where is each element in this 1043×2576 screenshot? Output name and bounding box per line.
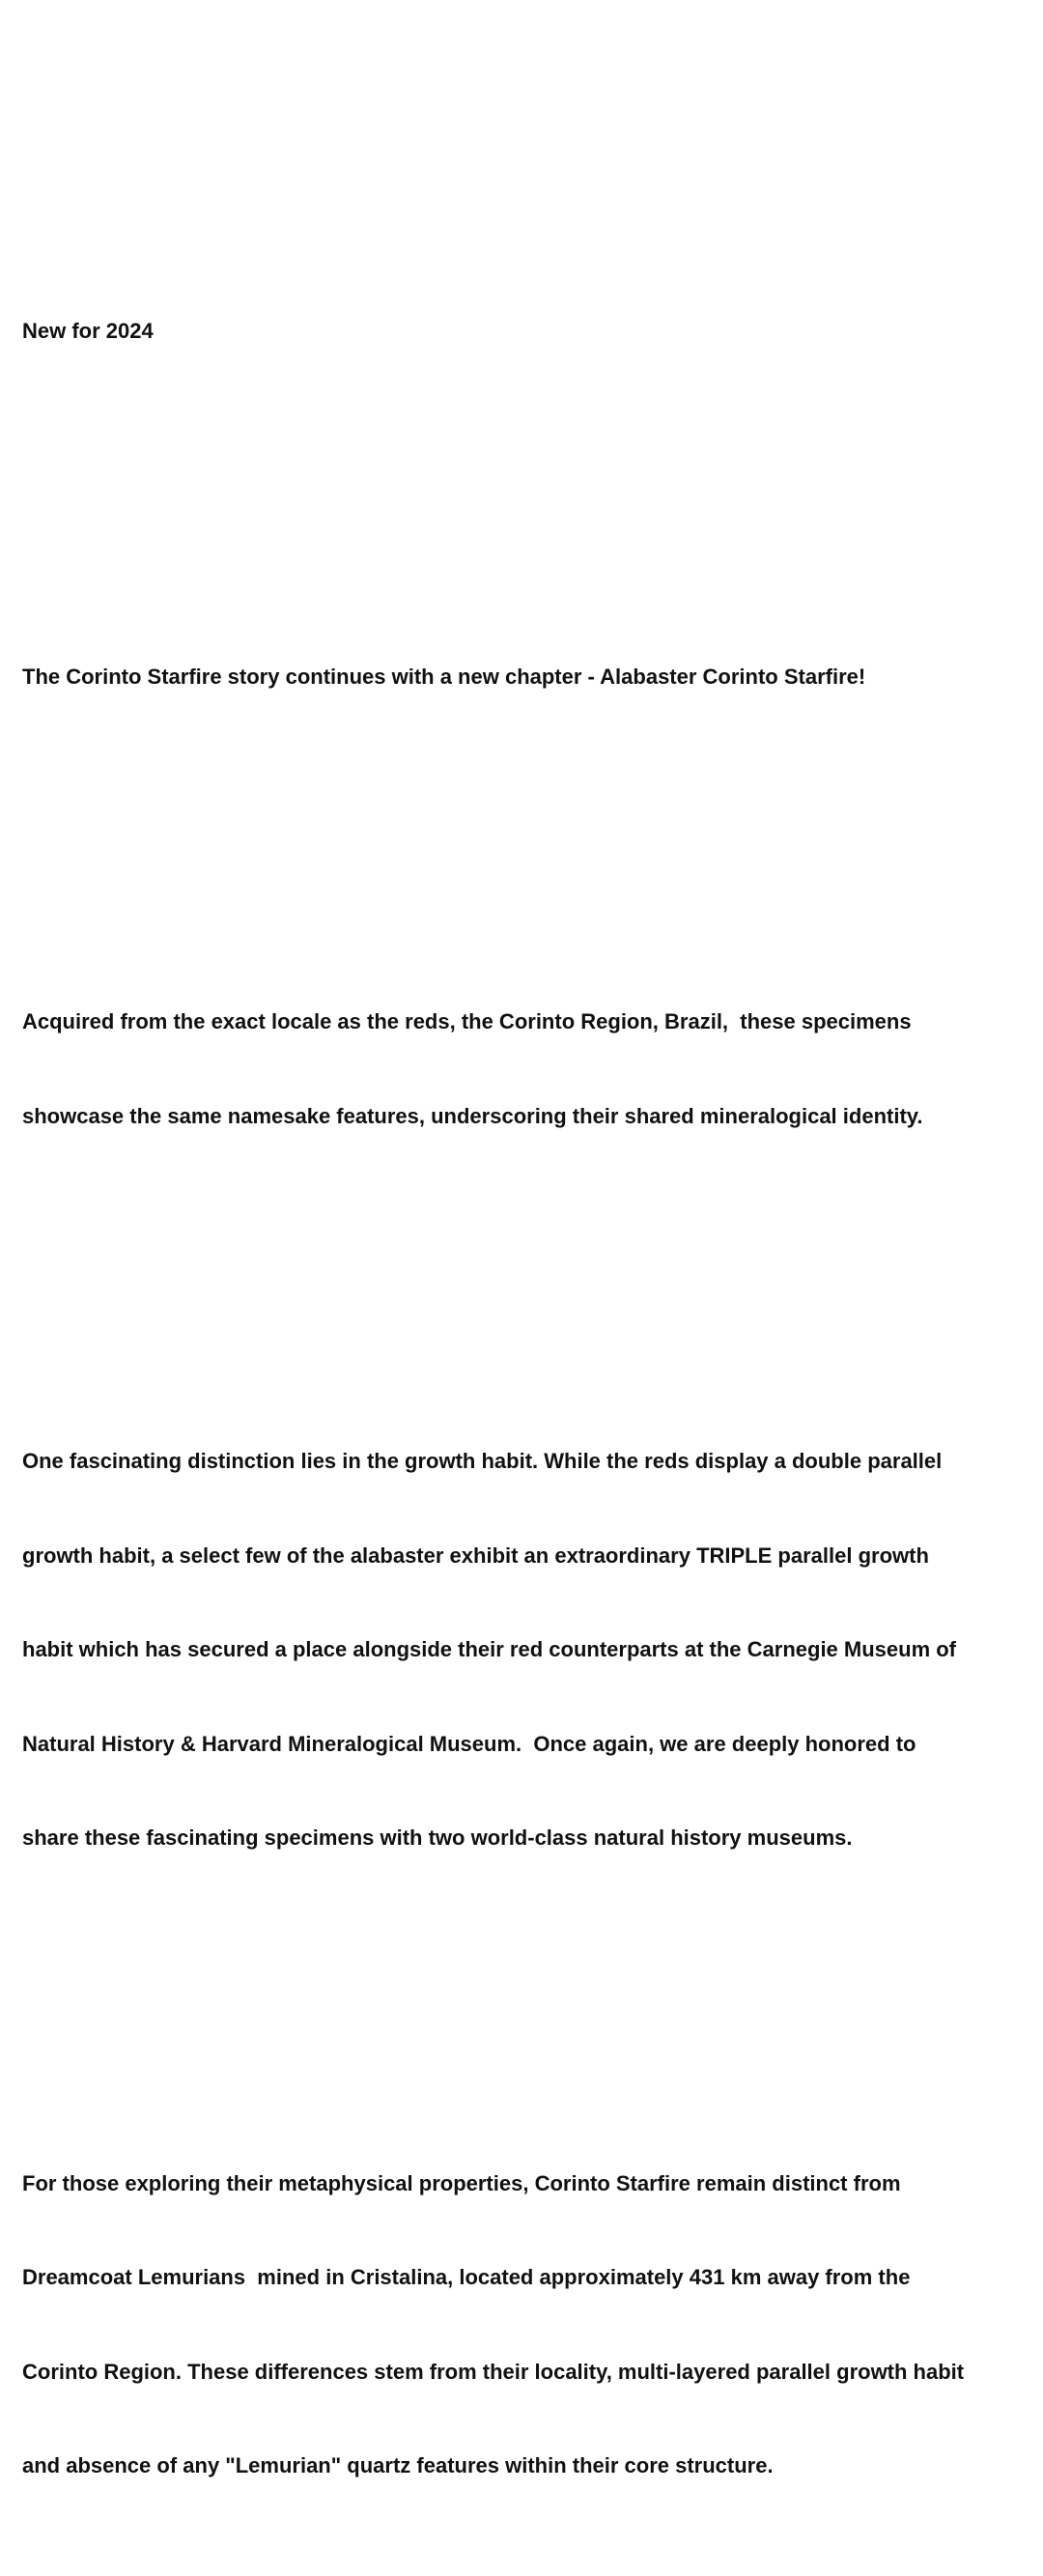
origin-paragraph [22,944,1043,1195]
intro-text: The Corinto Starfire story continues with a new chapter - Alabaster Corinto Starfire! [22,664,866,689]
heading-text: New for 2024 [22,319,154,343]
heading-new-for-2024 [22,253,1043,410]
metaphysical-paragraph [22,2106,1043,2545]
origin-line-1: Acquired from the exact locale as the reds, the Corinto Region, Brazil, these specimens [22,1009,912,1033]
intro-paragraph [22,599,1043,756]
metaphysical-line-1: For those exploring their metaphysical properties, Corinto Starfire remain distinct from [22,2170,901,2195]
growth-line-3: habit which has secured a place alongside their red counterparts at the Carnegie Museum of [22,1637,957,1661]
spacer [22,1258,1043,1289]
origin-line-2: showcase the same namesake features, underscoring their shared mineralogical identity. [22,1103,923,1128]
metaphysical-line-3: Corinto Region. These differences stem from their locality, multi-layered parallel growth habit [22,2359,965,2384]
metaphysical-line-4: and absence of any "Lemurian" quartz features within their core structure. [22,2453,774,2477]
spacer [22,1980,1043,2012]
spacer [22,818,1043,850]
metaphysical-line-2: Dreamcoat Lemurians mined in Cristalina, located approximately 431 km away from the [22,2265,911,2289]
growth-line-5: share these fascinating specimens with two world-class natural history museums. [22,1826,853,1850]
growth-habit-paragraph [22,1383,1043,1917]
growth-line-1: One fascinating distinction lies in the growth habit. While the reds display a double parallel [22,1449,943,1473]
growth-line-4: Natural History & Harvard Mineralogical Museum. Once again, we are deeply honored to [22,1731,916,1756]
spacer [22,473,1043,505]
growth-line-2: growth habit, a select few of the alabaster exhibit an extraordinary TRIPLE parallel growth [22,1543,929,1568]
